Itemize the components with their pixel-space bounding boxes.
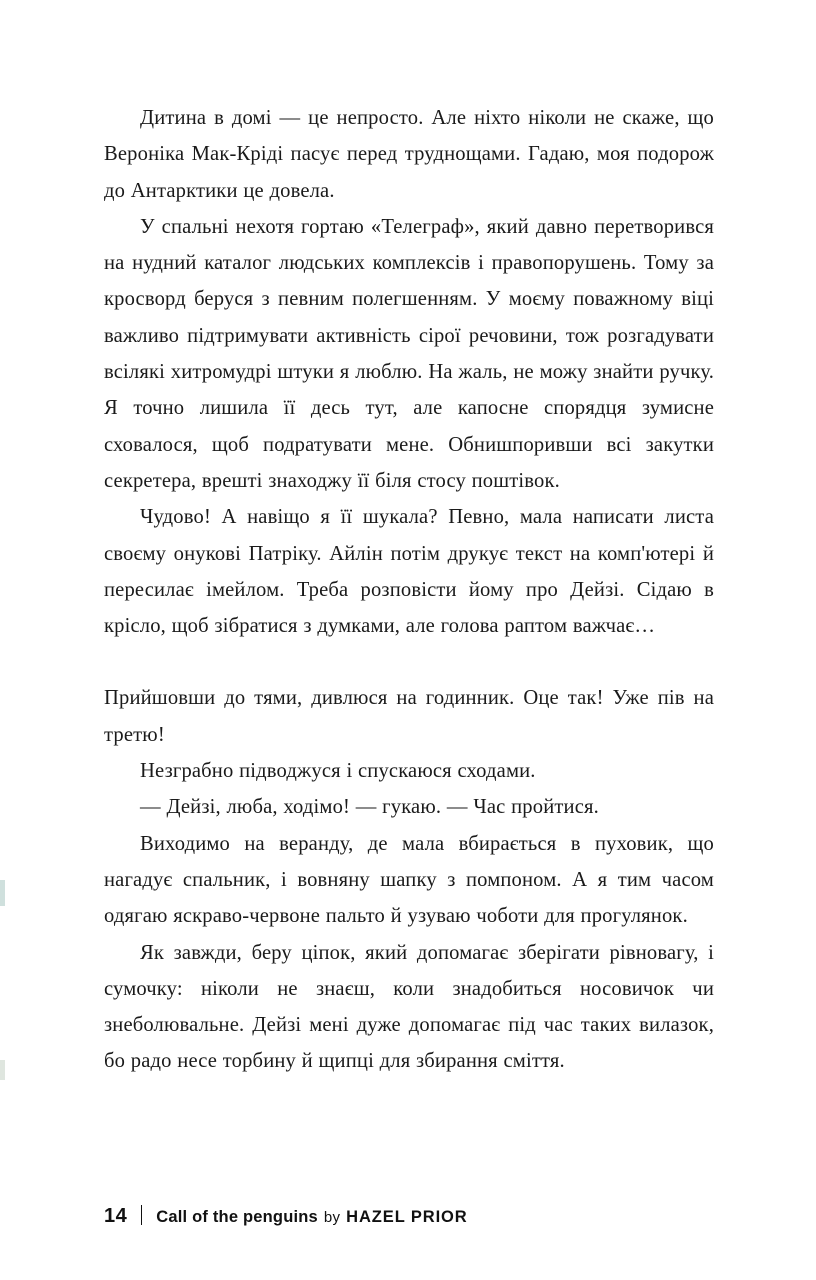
byline-connector: by [323,1209,341,1226]
page-number: 14 [104,1205,128,1227]
page-footer [104,1202,468,1228]
page-edge-mark [0,880,5,906]
paragraph: Чудово! А навіщо я її шукала? Певно, мала написати листа своєму онукові Патріку. Айлін потім друкує текст на комп'ютері й пересилає імейлом. Треба розповісти йому про Дейзі. Сідаю в крісло, щоб зібратися з думками, але голова раптом важчає… [104,506,714,638]
page-text-column [104,100,714,1080]
running-author-name: HAZEL PRIOR [346,1208,468,1226]
paragraph: — Дейзі, люба, ходімо! — гукаю. — Час пройтися. [140,796,599,819]
running-book-title: Call of the penguins [156,1208,318,1226]
paragraph: Як завжди, беру ціпок, який допомагає зберігати рівновагу, і сумочку: ніколи не знаєш, коли знадобиться носовичок чи знеболювальне. Дейзі мені дуже допомагає під час таких вилазок, бо радо несе торбину й щипці для збирання сміття. [104,941,714,1073]
paragraph: Дитина в домі — це непросто. Але ніхто ніколи не скаже, що Вероніка Мак-Кріді пасує перед труднощами. Гадаю, моя подорож до Антарктики це довела. [104,107,714,202]
footer-divider [141,1205,142,1225]
paragraph: Прийшовши до тями, дивлюся на годинник. Оце так! Уже пів на третю! [104,687,714,746]
paragraph: Виходимо на веранду, де мала вбирається в пуховик, що нагадує спальник, і вовняну шапку з помпоном. А я тим часом одягаю яскраво-червоне пальто й узуваю чоботи для прогулянок. [104,832,714,928]
paragraph: Незграбно підводжуся і спускаюся сходами. [140,760,536,783]
section-break [104,644,714,680]
page-edge-mark-secondary [0,1060,5,1080]
paragraph: У спальні нехотя гортаю «Телеграф», який давно перетворився на нудний каталог людських комплексів і правопорушень. Тому за кросворд беруся з певним полегшенням. У моєму поважному віці важливо підтримувати активність сірої речовини, тож розгадувати всілякі хитромудрі штуки я люблю. На жаль, не можу знайти ручку. Я точно лишила її десь тут, але капосне спорядця зумисне сховалося, щоб подратувати мене. Обнишпоривши всі закутки секретера, врешті знаходжу її біля стосу поштівок. [104,215,714,492]
